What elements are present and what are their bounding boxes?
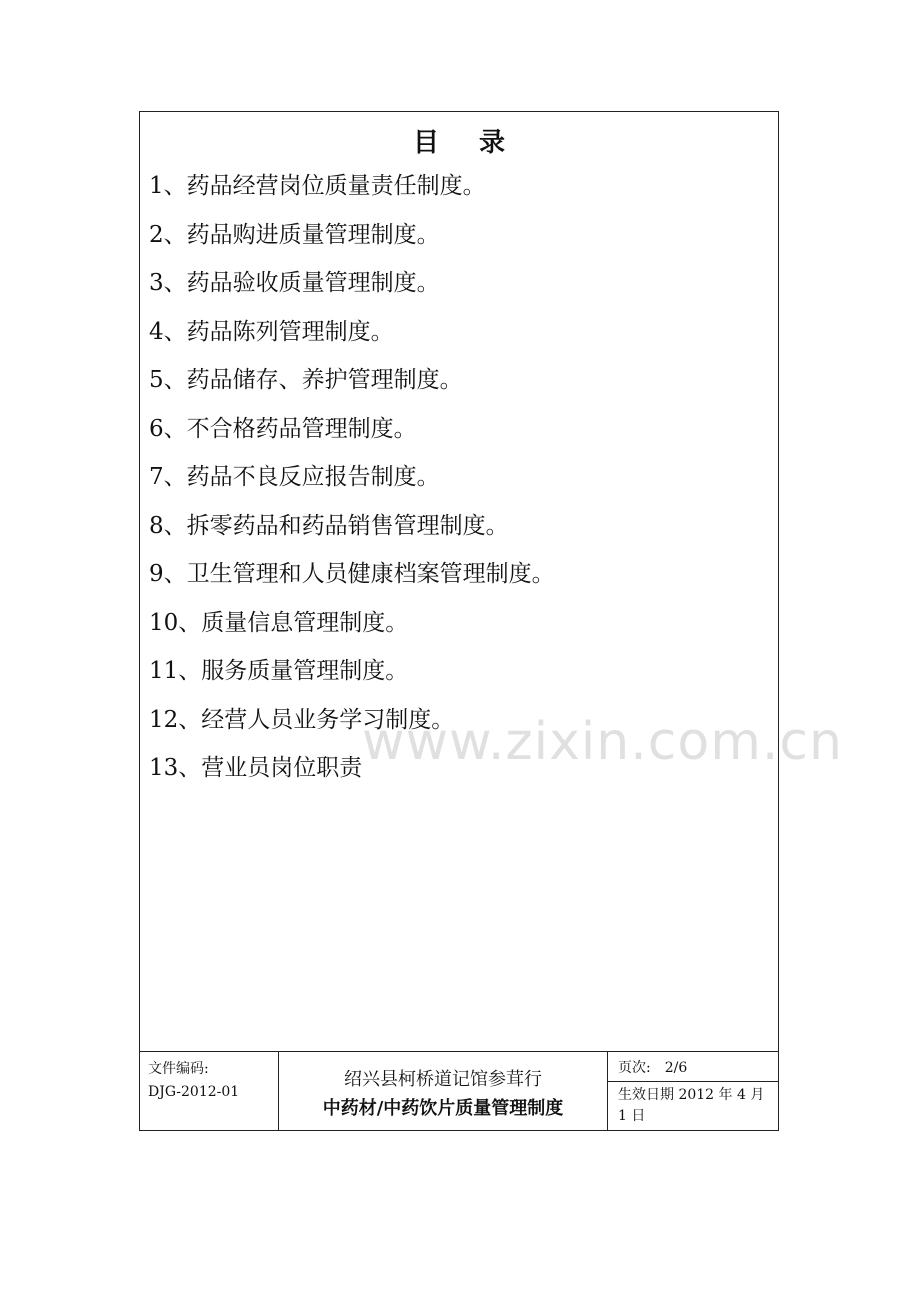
toc-item: 9、卫生管理和人员健康档案管理制度。 — [149, 561, 555, 587]
document-frame — [139, 111, 843, 1131]
effective-date: 生效日期 2012 年 4 月 1 日 — [618, 1087, 765, 1124]
toc-list — [149, 170, 555, 801]
toc-item: 13、营业员岗位职责 — [149, 755, 363, 781]
toc-item: 6、不合格药品管理制度。 — [149, 415, 417, 442]
org-name: 绍兴县柯桥道记馆参茸行 — [344, 1069, 542, 1090]
meta-cell — [608, 1052, 778, 1130]
toc-item: 8、拆零药品和药品销售管理制度。 — [149, 512, 509, 539]
file-code-cell — [140, 1052, 279, 1130]
toc-item: 2、药品购进质量管理制度。 — [149, 221, 440, 248]
toc-title — [140, 122, 778, 159]
title-cell — [279, 1052, 608, 1130]
page-value: 2/6 — [664, 1060, 688, 1076]
toc-item: 11、服务质量管理制度。 — [149, 658, 409, 684]
toc-title-char-2: 录 — [479, 128, 506, 158]
doc-title: 中药材/中药饮片质量管理制度 — [322, 1098, 564, 1119]
watermark: www.zixin.com.cn — [362, 712, 843, 772]
toc-item: 3、药品验收质量管理制度。 — [149, 270, 440, 296]
toc-item: 5、药品储存、养护管理制度。 — [149, 367, 463, 393]
file-code-label: 文件编码: — [148, 1061, 209, 1077]
file-code-value: DJG-2012-01 — [148, 1084, 240, 1100]
toc-item: 10、质量信息管理制度。 — [149, 609, 409, 636]
document-footer — [140, 1051, 778, 1130]
toc-title-char-1: 目 — [412, 128, 439, 158]
toc-item: 4、药品陈列管理制度。 — [149, 318, 394, 345]
toc-item: 1、药品经营岗位质量责任制度。 — [149, 173, 486, 199]
page-number-row — [608, 1052, 778, 1082]
page-label: 页次: — [618, 1060, 651, 1076]
toc-item: 12、经营人员业务学习制度。 — [149, 706, 455, 733]
toc-item: 7、药品不良反应报告制度。 — [149, 464, 440, 490]
